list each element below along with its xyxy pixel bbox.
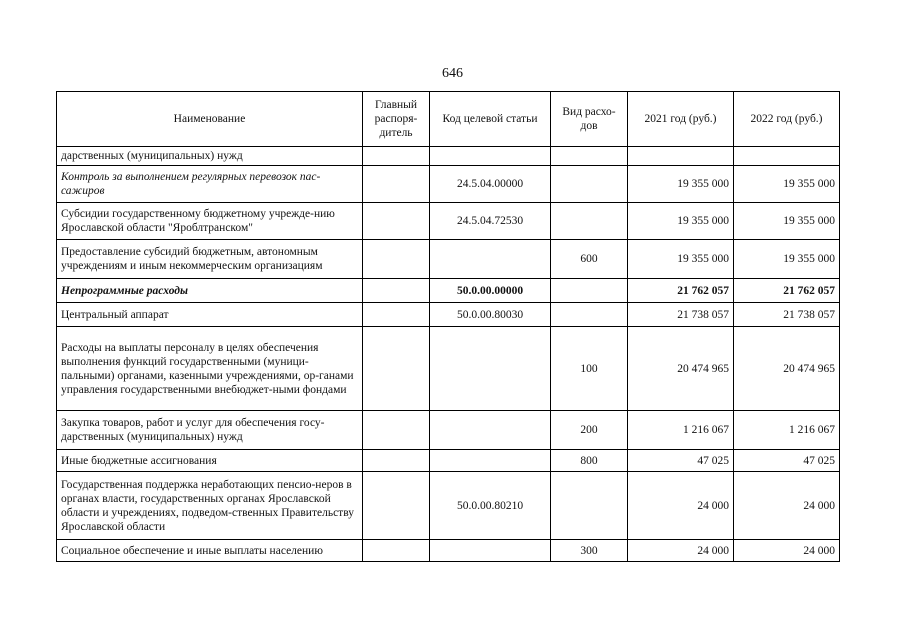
row-manager	[363, 411, 430, 450]
row-manager	[363, 147, 430, 166]
row-2021: 20 474 965	[628, 327, 734, 411]
row-2022: 1 216 067	[734, 411, 840, 450]
row-2021: 19 355 000	[628, 166, 734, 203]
header-2021: 2021 год (руб.)	[628, 92, 734, 147]
row-2021: 21 762 057	[628, 279, 734, 303]
row-manager	[363, 166, 430, 203]
row-code: 24.5.04.00000	[430, 166, 551, 203]
table-row	[57, 166, 840, 203]
row-2022: 21 762 057	[734, 279, 840, 303]
header-name: Наименование	[57, 92, 363, 147]
row-name: Непрограммные расходы	[57, 279, 363, 303]
row-manager	[363, 279, 430, 303]
row-2021: 19 355 000	[628, 240, 734, 279]
row-manager	[363, 240, 430, 279]
row-2022: 21 738 057	[734, 303, 840, 327]
row-2022: 19 355 000	[734, 166, 840, 203]
row-2021: 47 025	[628, 450, 734, 472]
row-name: Контроль за выполнением регулярных перевозок пас-сажиров	[57, 166, 363, 203]
row-code: 24.5.04.72530	[430, 203, 551, 240]
row-code	[430, 147, 551, 166]
header-2022: 2022 год (руб.)	[734, 92, 840, 147]
row-2021: 19 355 000	[628, 203, 734, 240]
row-name: Государственная поддержка неработающих пенсио-неров в органах власти, государственных органах Ярославской области и учреждениях, подведом-ственных Правительству Ярославской области	[57, 472, 363, 540]
row-name: Иные бюджетные ассигнования	[57, 450, 363, 472]
row-kind: 300	[551, 540, 628, 562]
header-kind: Вид расхо-дов	[551, 92, 628, 147]
row-kind: 800	[551, 450, 628, 472]
row-kind	[551, 166, 628, 203]
row-kind	[551, 147, 628, 166]
table-row	[57, 450, 840, 472]
row-2021: 21 738 057	[628, 303, 734, 327]
row-manager	[363, 327, 430, 411]
budget-table	[56, 91, 840, 562]
row-2021	[628, 147, 734, 166]
table-row	[57, 472, 840, 540]
row-manager	[363, 472, 430, 540]
row-code	[430, 450, 551, 472]
row-2022: 19 355 000	[734, 203, 840, 240]
table-row	[57, 327, 840, 411]
row-kind	[551, 472, 628, 540]
row-name: Предоставление субсидий бюджетным, автономным учреждениям и иным некоммерческим организациям	[57, 240, 363, 279]
row-kind	[551, 303, 628, 327]
row-2022: 20 474 965	[734, 327, 840, 411]
row-code	[430, 240, 551, 279]
row-name: Социальное обеспечение и иные выплаты населению	[57, 540, 363, 562]
row-name: Закупка товаров, работ и услуг для обеспечения госу-дарственных (муниципальных) нужд	[57, 411, 363, 450]
table-row	[57, 203, 840, 240]
row-manager	[363, 203, 430, 240]
row-2022: 47 025	[734, 450, 840, 472]
table-header-row	[57, 92, 840, 147]
row-2022: 24 000	[734, 472, 840, 540]
row-code	[430, 540, 551, 562]
row-name: Расходы на выплаты персоналу в целях обеспечения выполнения функций государственными (муници-пальными) органами, казенными учреждениями, ор-ганами управления государственными внебюджет-ными фондами	[57, 327, 363, 411]
row-name: Субсидии государственному бюджетному учрежде-нию Ярославской области "Яроблтранском"	[57, 203, 363, 240]
row-kind: 600	[551, 240, 628, 279]
row-2022: 24 000	[734, 540, 840, 562]
row-2022	[734, 147, 840, 166]
page-number: 646	[442, 66, 463, 81]
row-code	[430, 411, 551, 450]
row-code	[430, 327, 551, 411]
row-manager	[363, 450, 430, 472]
row-manager	[363, 540, 430, 562]
header-code: Код целевой статьи	[430, 92, 551, 147]
row-2021: 1 216 067	[628, 411, 734, 450]
table-row	[57, 147, 840, 166]
row-2021: 24 000	[628, 472, 734, 540]
row-code: 50.0.00.80210	[430, 472, 551, 540]
row-kind	[551, 203, 628, 240]
row-code: 50.0.00.00000	[430, 279, 551, 303]
table-row	[57, 240, 840, 279]
row-kind	[551, 279, 628, 303]
table-row	[57, 303, 840, 327]
row-2022: 19 355 000	[734, 240, 840, 279]
table-row	[57, 411, 840, 450]
row-name: дарственных (муниципальных) нужд	[57, 147, 363, 166]
row-name: Центральный аппарат	[57, 303, 363, 327]
row-code: 50.0.00.80030	[430, 303, 551, 327]
table-row	[57, 279, 840, 303]
row-kind: 200	[551, 411, 628, 450]
row-kind: 100	[551, 327, 628, 411]
row-manager	[363, 303, 430, 327]
table-row	[57, 540, 840, 562]
row-2021: 24 000	[628, 540, 734, 562]
header-manager: Главный распоря-дитель	[363, 92, 430, 147]
